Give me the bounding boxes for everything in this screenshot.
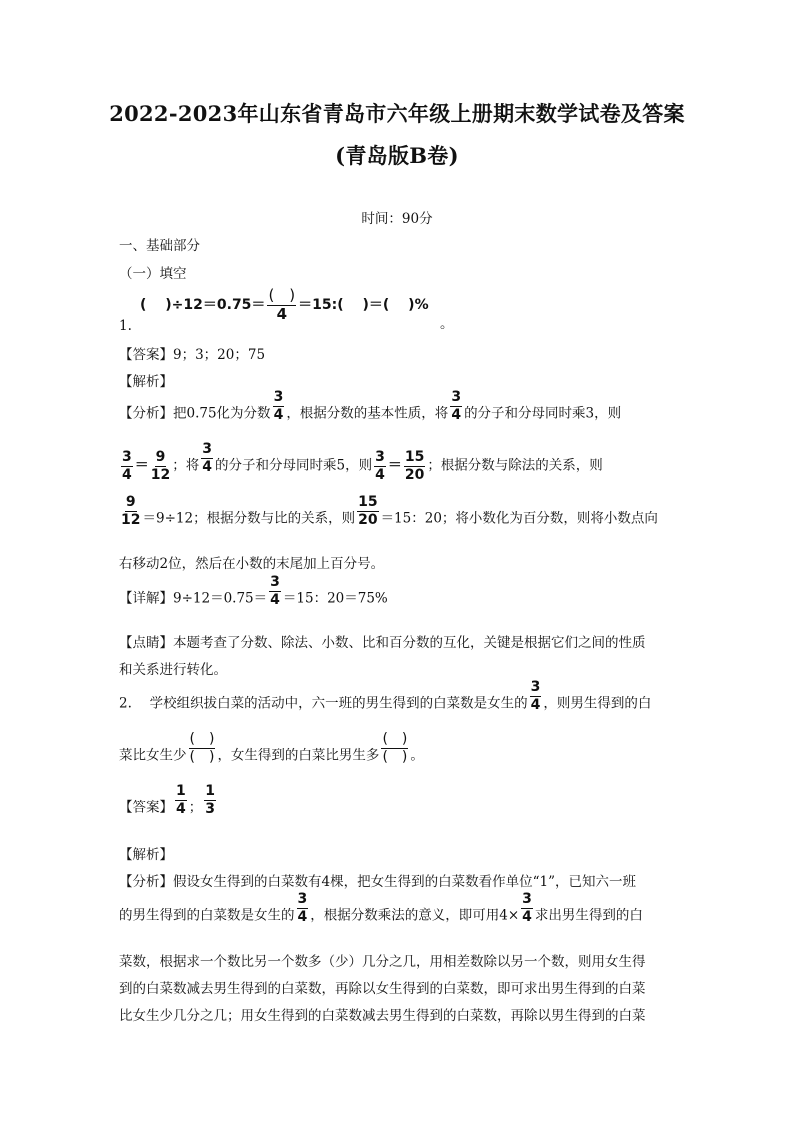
- subsection-heading: （一）填空: [119, 266, 187, 282]
- fraction-1-4: $\frac{1}{4}$: [176, 783, 186, 817]
- q2-line1: 2. 学校组织拔白菜的活动中，六一班的男生得到的白菜数是女生的 $\frac{3}{4}$ ，则男生得到的白: [119, 679, 652, 713]
- q2-answer: 【答案】 $\frac{1}{4}$ ； $\frac{1}{3}$: [119, 783, 215, 817]
- q1-period: 。: [440, 316, 454, 332]
- q2-blank-fraction-1: $\frac{( )}{( )}$: [189, 731, 215, 765]
- q1-equation: [140, 288, 429, 323]
- q1-analysis-line2: $\frac{3}{4}$ ＝ $\frac{9}{12}$ ；将 $\frac{3}{4}$ 的分子和分母同时乘5，则 $\frac{3}{4}$ ＝ $\frac{15}{20}$ ；根据分数与除法的关系，则: [122, 441, 603, 483]
- q1-remark-line2: 和关系进行转化。: [119, 662, 227, 678]
- fraction-3-4: $\frac{3}{4}$: [451, 389, 462, 423]
- fraction-3-4: $\frac{3}{4}$: [530, 679, 541, 713]
- q1-jiexi: 【解析】: [119, 374, 173, 390]
- fraction-3-4: $\frac{3}{4}$: [122, 449, 132, 483]
- q1-analysis-line3: $\frac{9}{12}$ ＝9÷12；根据分数与比的关系，则 $\frac{15}{20}$ ＝15：20；将小数化为百分数，则将小数点向: [121, 494, 658, 528]
- fraction-1-3: $\frac{1}{3}$: [205, 783, 215, 817]
- q2-analysis-line2: 的男生得到的白菜数是女生的 $\frac{3}{4}$ ，根据分数乘法的意义，即可用4× $\frac{3}{4}$ 求出男生得到的白: [119, 891, 643, 925]
- fraction-15-20: $\frac{15}{20}$: [404, 449, 425, 483]
- q2-line2: 菜比女生少 $\frac{( )}{( )}$ ，女生得到的白菜比男生多 $\frac{( )}{( )}$ 。: [119, 731, 424, 765]
- fraction-3-4: $\frac{3}{4}$: [375, 449, 385, 483]
- fraction-3-4: $\frac{3}{4}$: [202, 441, 212, 475]
- q1-blank-fraction: $\frac{( )}{4}$: [268, 286, 296, 323]
- exam-time: 时间：90分: [361, 211, 433, 227]
- q2-analysis-line4: 到的白菜数减去男生得到的白菜数，再除以女生得到的白菜数，即可求出男生得到的白菜: [119, 981, 646, 997]
- fraction-3-4: $\frac{3}{4}$: [273, 389, 284, 423]
- q2-analysis-line5: 比女生少几分之几；用女生得到的白菜数减去男生得到的白菜数，再除以男生得到的白菜: [119, 1008, 646, 1024]
- fraction-15-20: $\frac{15}{20}$: [358, 494, 378, 528]
- fraction-9-12: $\frac{9}{12}$: [121, 494, 141, 528]
- doc-title-line1: 2022-2023年山东省青岛市六年级上册期末数学试卷及答案: [109, 101, 685, 126]
- fraction-3-4: $\frac{3}{4}$: [297, 891, 308, 925]
- q1-number: 1.: [119, 318, 132, 334]
- q1-eq-part-a: ( )÷12＝0.75＝: [140, 296, 266, 313]
- q1-eq-part-b: ＝15:( )＝( )%: [298, 296, 429, 313]
- fraction-3-4: $\frac{3}{4}$: [270, 574, 280, 608]
- fraction-9-12: $\frac{9}{12}$: [150, 449, 171, 483]
- q2-jiexi: 【解析】: [119, 847, 173, 863]
- fraction-3-4: $\frac{3}{4}$: [522, 891, 532, 925]
- q1-remark-line1: 【点睛】本题考查了分数、除法、小数、比和百分数的互化，关键是根据它们之间的性质: [119, 635, 646, 651]
- doc-title-line2: (青岛版B卷): [335, 143, 459, 168]
- q2-blank-fraction-2: $\frac{( )}{( )}$: [382, 731, 408, 765]
- q2-analysis-line3: 菜数，根据求一个数比另一个数多（少）几分之几，用相差数除以另一个数，则用女生得: [119, 954, 646, 970]
- q2-analysis-line1: 【分析】假设女生得到的白菜数有4棵，把女生得到的白菜数看作单位“1”，已知六一班: [119, 874, 636, 890]
- q1-answer: 【答案】9；3；20；75: [119, 347, 266, 363]
- q1-analysis-line4: 右移动2位，然后在小数的末尾加上百分号。: [119, 556, 385, 572]
- q1-analysis-line1: 【分析】把0.75化为分数 $\frac{3}{4}$ ，根据分数的基本性质，将 $\frac{3}{4}$ 的分子和分母同时乘3，则: [119, 389, 622, 423]
- section-heading: 一、基础部分: [119, 238, 200, 254]
- q1-detail: 【详解】9÷12＝0.75＝ $\frac{3}{4}$ ＝15：20＝75%: [119, 574, 388, 608]
